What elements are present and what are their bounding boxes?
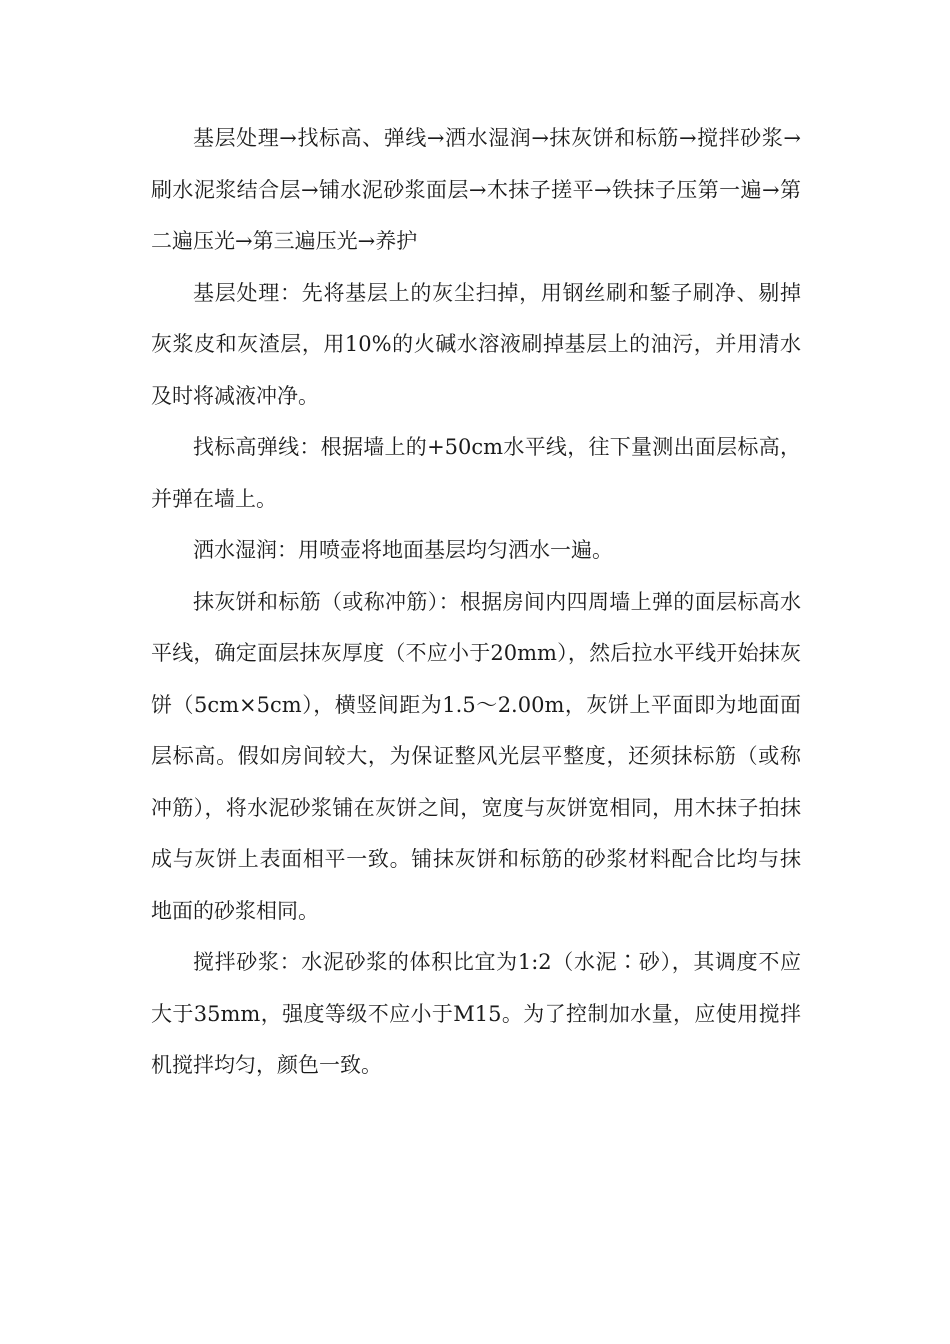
paragraph-base-treatment: 基层处理：先将基层上的灰尘扫掉，用钢丝刷和錾子刷净、剔掉灰浆皮和灰渣层，用10%的火碱水溶液刷掉基层上的油污，并用清水及时将减液冲净。 <box>151 280 801 408</box>
paragraph-screed-guides: 抹灰饼和标筋（或称冲筋）：根据房间内四周墙上弹的面层标高水平线，确定面层抹灰厚度（不应小于20mm），然后拉水平线开始抹灰饼（5cm×5cm），横竖间距为1.5～2.00m，灰饼上平面即为地面面层标高。假如房间较大，为保证整风光层平整度，还须抹标筋（或称冲筋），将水泥砂浆铺在灰饼之间，宽度与灰饼宽相同，用木抹子拍抹成与灰饼上表面相平一致。铺抹灰饼和标筋的砂浆材料配合比均与抹地面的砂浆相同。 <box>151 589 801 923</box>
document-page <box>151 113 801 1092</box>
paragraph-watering: 洒水湿润：用喷壶将地面基层均匀洒水一遍。 <box>193 538 613 562</box>
paragraph-process-flow: 基层处理→找标高、弹线→洒水湿润→抹灰饼和标筋→搅拌砂浆→刷水泥浆结合层→铺水泥砂浆面层→木抹子搓平→铁抹子压第一遍→第二遍压光→第三遍压光→养护 <box>151 126 801 253</box>
paragraph-level-marking: 找标高弹线：根据墙上的+50cm水平线，往下量测出面层标高，并弹在墙上。 <box>151 435 801 511</box>
paragraph-mortar-mixing: 搅拌砂浆：水泥砂浆的体积比宜为1:2（水泥∶砂），其调度不应大于35mm，强度等级不应小于M15。为了控制加水量，应使用搅拌机搅拌均匀，颜色一致。 <box>151 950 801 1077</box>
